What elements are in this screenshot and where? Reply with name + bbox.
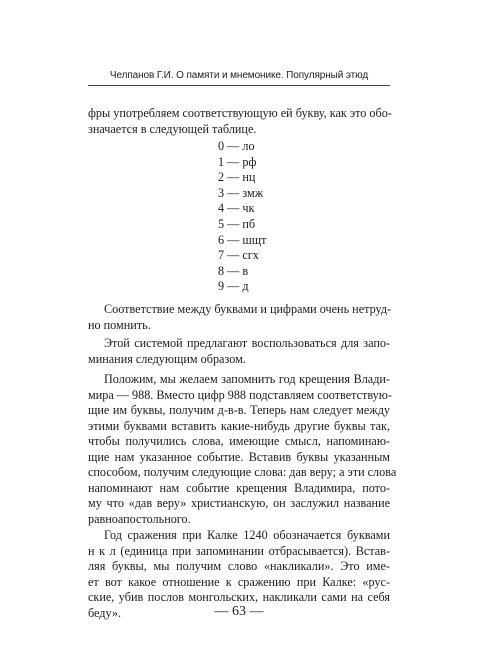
running-header: Челпанов Г.И. О памяти и мнемонике. Популярный этюд — [109, 70, 369, 81]
text-line: щие им буквы, получим д-в-в. Теперь нам следует между — [88, 403, 390, 417]
text-line: Соответствие между буквами и цифрами очень нетруд- — [104, 302, 392, 316]
table-row: 7 — сгх — [218, 248, 259, 263]
table-row: 8 — в — [218, 263, 249, 278]
paragraph-correspondence — [88, 302, 390, 333]
text-line: му что «дав веру» христианскую, он заслужил название — [88, 496, 390, 510]
text-line: н к л (единица при запоминании отбрасывается). Встав- — [88, 543, 390, 558]
text-line: фры употребляем соответствующую ей букву, как это обо- — [88, 106, 392, 120]
text-line: мира — 988. Вместо цифр 988 подставляем соответствую- — [88, 387, 392, 402]
table-row: 3 — змж — [218, 185, 264, 200]
text-line: Год сражения при Калке 1240 обозначается буквами — [104, 528, 390, 542]
table-row: 1 — рф — [218, 154, 257, 169]
paragraph-baptism-example — [88, 372, 397, 527]
table-row: 5 — пб — [218, 216, 256, 231]
text-line: щие нам указанное событие. Вставив буквы указанным — [88, 449, 390, 464]
text-line: этими буквами вставить какие-нибудь другие буквы так, — [88, 418, 390, 433]
text-line: напоминают нам событие крещения Владимира, пото- — [88, 480, 390, 495]
paragraph-system — [88, 336, 390, 367]
text-line: способом, получим следующие слова: дав веру; а эти слова — [88, 465, 397, 479]
text-line: Положим, мы желаем запомнить год крещения Влади- — [104, 372, 390, 386]
text-line: ляя буквы, мы получим слово «накликали». Это име- — [88, 559, 390, 573]
table-row: 4 — чк — [218, 201, 255, 216]
text-line: но помнить. — [88, 317, 151, 332]
text-line: ские, убив послов монгольских, накликали сами на себя — [88, 590, 390, 604]
text-line: равноапостольного. — [88, 511, 191, 526]
table-row: 2 — нц — [218, 170, 256, 185]
text-line: значается в следующей таблице. — [88, 121, 257, 136]
table-row: 6 — шщт — [218, 232, 267, 247]
text-line: минания следующим образом. — [88, 351, 246, 366]
table-row: 9 — д — [218, 279, 249, 294]
page-number: — 63 — — [214, 604, 264, 619]
text-line: чтобы получились слова, имеющие смысл, напоминаю- — [88, 434, 390, 448]
text-line: ет вот какое отношение к сражению при Калке: «рус- — [88, 574, 390, 589]
intro-paragraph — [88, 106, 390, 137]
header-rule — [88, 85, 390, 86]
text-line: Этой системой предлагают воспользоваться для запо- — [104, 336, 390, 350]
table-row: 0 — ло — [218, 139, 255, 153]
text-line: беду». — [88, 605, 122, 620]
letter-digit-table — [218, 139, 338, 295]
